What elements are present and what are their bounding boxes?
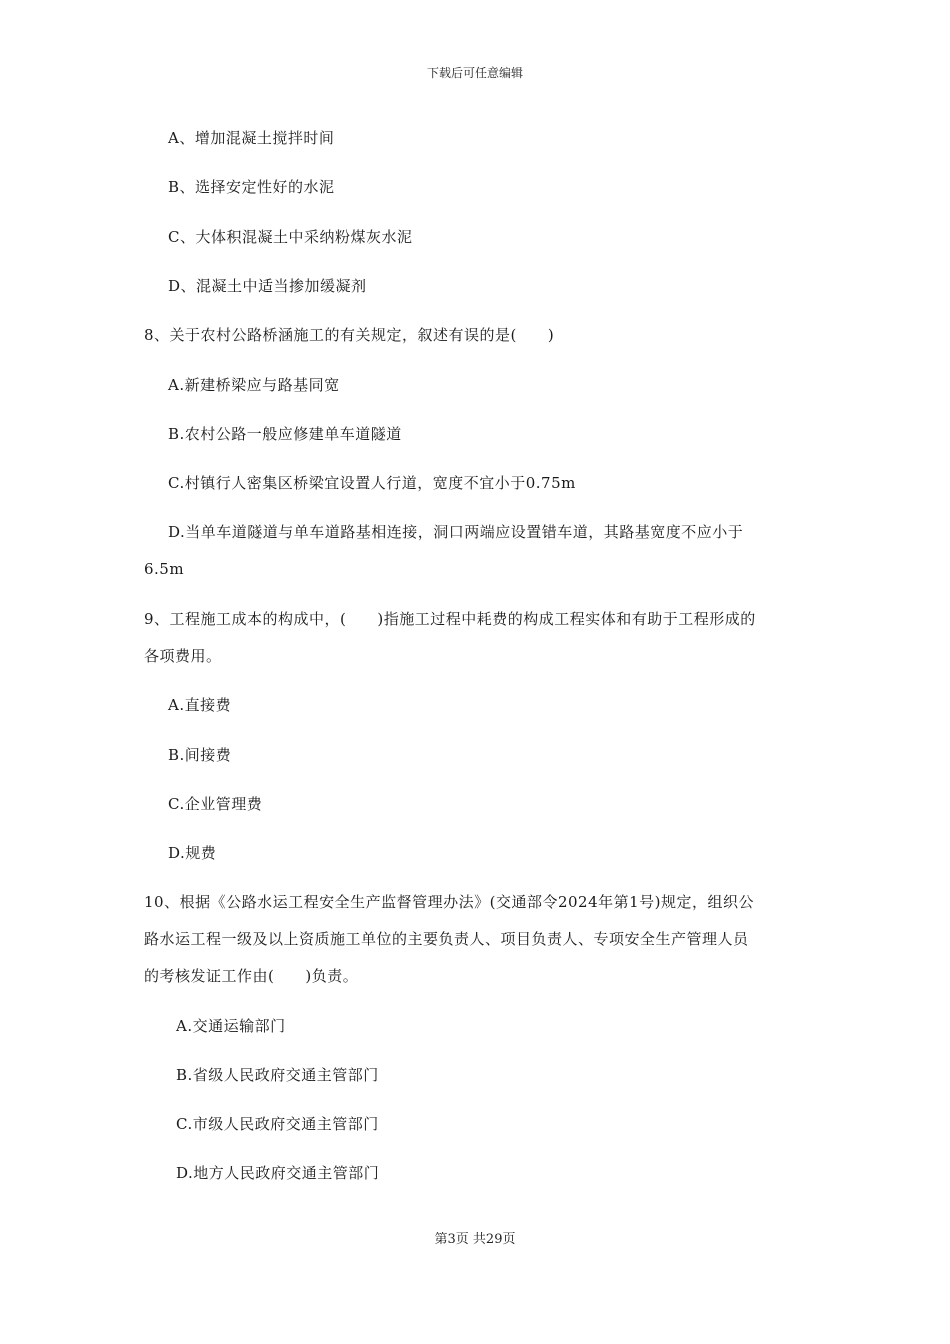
q10-stem-line3: 的考核发证工作由( )负责。 bbox=[144, 967, 359, 985]
q8-option-d-line1: D.当单车道隧道与单车道路基相连接，洞口两端应设置错车道，其路基宽度不应小于 bbox=[168, 523, 744, 541]
q10-option-a: A.交通运输部门 bbox=[176, 1017, 286, 1035]
q10-option-c: C.市级人民政府交通主管部门 bbox=[176, 1115, 379, 1133]
page-header: 下载后可任意编辑 bbox=[426, 66, 523, 80]
q8-option-a: A.新建桥梁应与路基同宽 bbox=[168, 376, 340, 394]
q9-option-d: D.规费 bbox=[168, 844, 217, 862]
q9-option-a: A.直接费 bbox=[168, 696, 232, 714]
q8-option-b: B.农村公路一般应修建单车道隧道 bbox=[168, 425, 402, 443]
q9-option-c: C.企业管理费 bbox=[168, 795, 263, 813]
q10-stem-line2: 路水运工程一级及以上资质施工单位的主要负责人、项目负责人、专项安全生产管理人员 bbox=[144, 930, 749, 948]
q9-stem-line2: 各项费用。 bbox=[144, 647, 222, 665]
q9-option-b: B.间接费 bbox=[168, 746, 232, 764]
q7-option-c: C、大体积混凝土中采纳粉煤灰水泥 bbox=[168, 228, 413, 246]
q7-option-b: B、选择安定性好的水泥 bbox=[168, 178, 335, 196]
q7-option-d: D、混凝土中适当掺加缓凝剂 bbox=[168, 277, 367, 295]
page-footer: 第3页 共29页 bbox=[434, 1232, 516, 1247]
q9-stem-line1: 9、工程施工成本的构成中，( )指施工过程中耗费的构成工程实体和有助于工程形成的 bbox=[144, 610, 756, 628]
q8-option-d-line2: 6.5m bbox=[144, 560, 185, 578]
q10-option-b: B.省级人民政府交通主管部门 bbox=[176, 1066, 379, 1084]
q10-stem-line1: 10、根据《公路水运工程安全生产监督管理办法》(交通部令2024年第1号)规定，组织公 bbox=[144, 893, 755, 911]
q8-stem: 8、关于农村公路桥涵施工的有关规定，叙述有误的是( ) bbox=[144, 326, 555, 344]
q8-option-c: C.村镇行人密集区桥梁宜设置人行道，宽度不宜小于0.75m bbox=[168, 474, 576, 492]
q7-option-a: A、增加混凝土搅拌时间 bbox=[168, 129, 335, 147]
q10-option-d: D.地方人民政府交通主管部门 bbox=[176, 1164, 380, 1182]
